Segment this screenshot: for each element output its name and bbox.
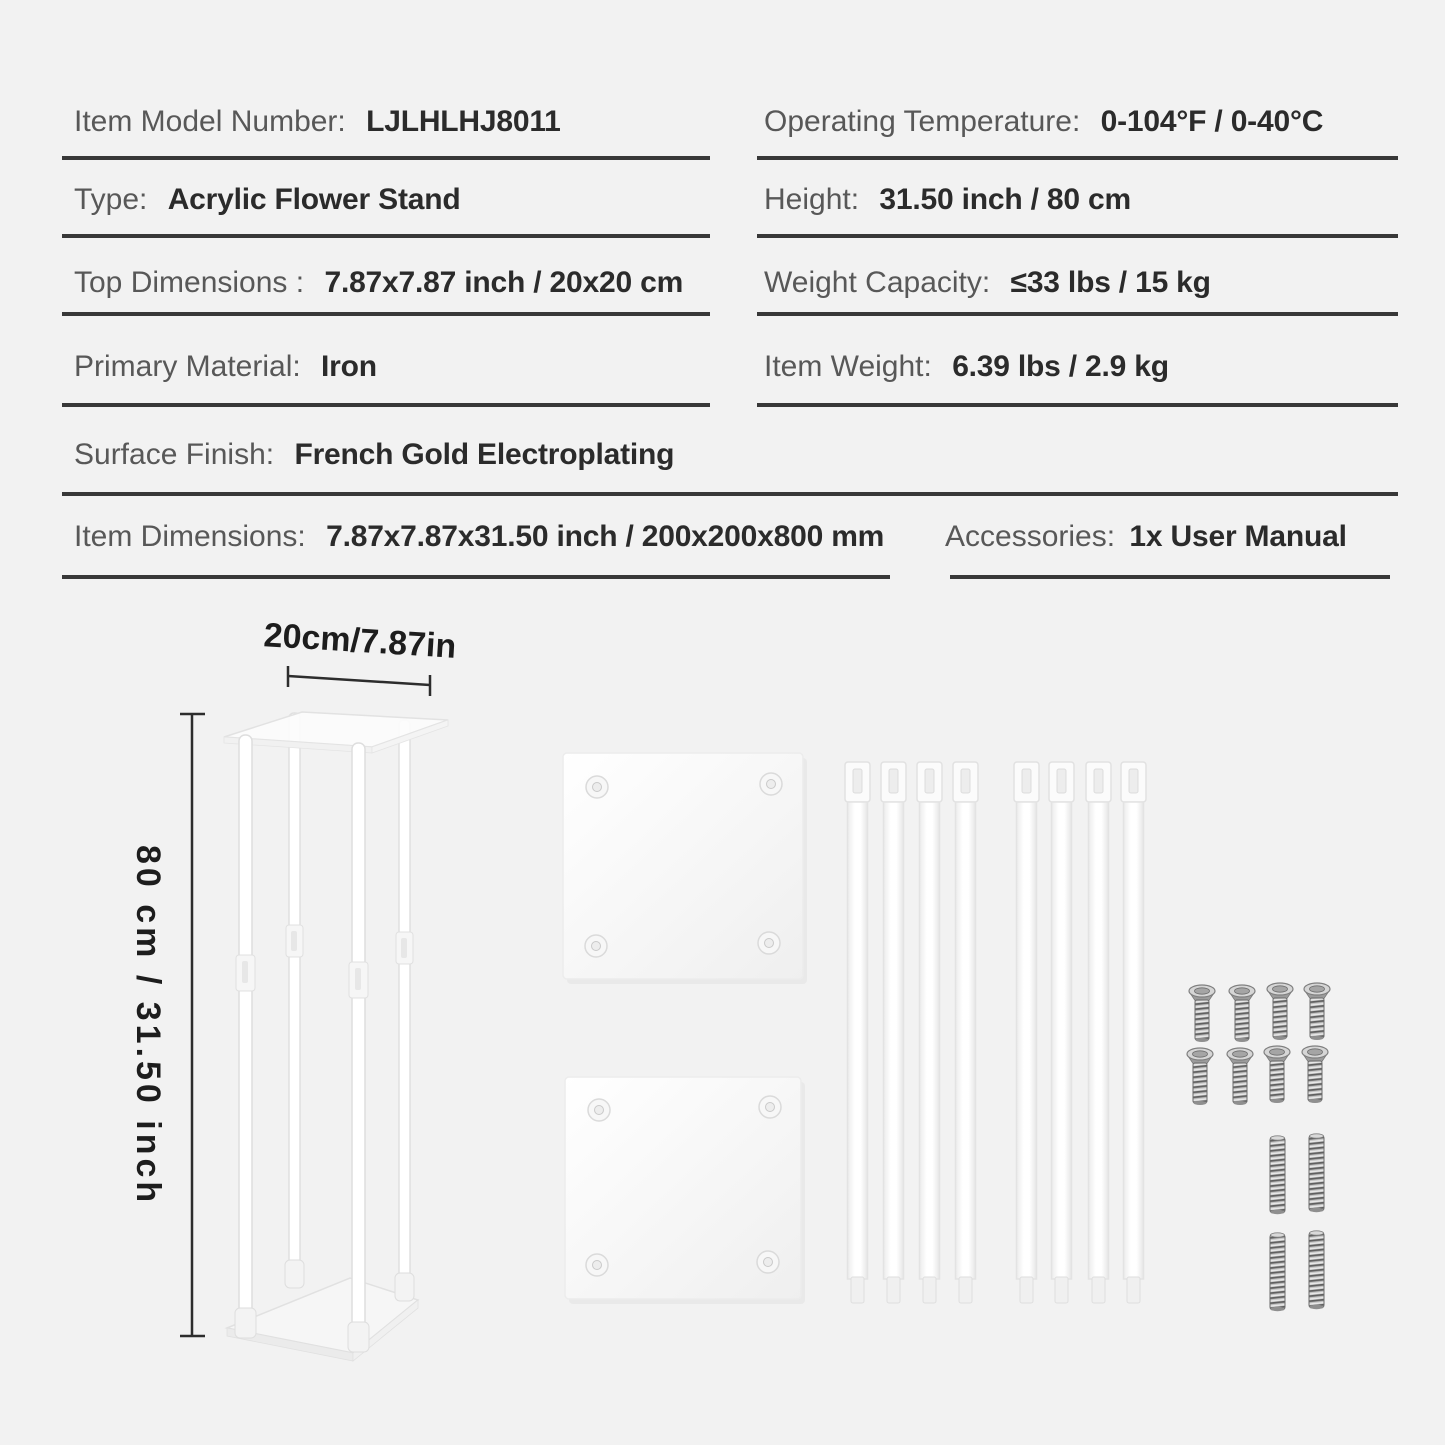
spec-value: French Gold Electroplating — [294, 438, 675, 471]
leg-feet — [235, 1260, 414, 1352]
spec-row-top-dimensions — [74, 261, 683, 305]
divider-line — [62, 234, 710, 238]
tube-group-left — [845, 762, 978, 1303]
divider-line — [950, 575, 1390, 579]
spec-label: Item Weight: — [764, 350, 932, 383]
spec-label: Item Model Number: — [74, 105, 346, 138]
spec-value: Acrylic Flower Stand — [167, 183, 461, 216]
divider-line — [62, 403, 710, 407]
spec-row-weight-capacity — [764, 261, 1211, 305]
spec-label: Primary Material: — [74, 350, 301, 383]
spec-row-model-number — [74, 100, 561, 144]
spec-value: 1x User Manual — [1129, 520, 1347, 553]
screws — [1187, 983, 1330, 1105]
tube-group-right — [1014, 762, 1146, 1303]
divider-line — [757, 156, 1398, 160]
divider-line — [757, 403, 1398, 407]
spec-value: 6.39 lbs / 2.9 kg — [952, 350, 1169, 383]
spec-row-operating-temperature — [764, 100, 1323, 144]
divider-line — [62, 312, 710, 316]
spec-row-accessories — [945, 515, 1347, 559]
screw-hole-icon — [585, 773, 782, 957]
spec-label: Top Dimensions : — [74, 266, 305, 299]
square-panel-bottom — [565, 1077, 805, 1304]
spec-row-primary-material — [74, 345, 377, 389]
square-panel-top — [563, 753, 807, 984]
divider-line — [62, 575, 890, 579]
leg-connectors — [236, 925, 413, 998]
spec-label: Item Dimensions: — [74, 520, 306, 553]
spec-value: 7.87x7.87x31.50 inch / 200x200x800 mm — [326, 520, 885, 553]
screw-hole-icon — [586, 1096, 781, 1276]
spec-label: Operating Temperature: — [764, 105, 1081, 138]
spec-value: LJLHLHJ8011 — [366, 105, 561, 138]
height-dimension-label: 80 cm / 31.50 inch — [129, 845, 167, 1207]
spec-row-surface-finish — [74, 433, 674, 477]
spec-row-type — [74, 178, 460, 222]
spec-label: Surface Finish: — [74, 438, 275, 471]
spec-row-item-weight — [764, 345, 1169, 389]
stand-illustration — [224, 712, 448, 1361]
divider-line — [62, 492, 1398, 496]
stand-base-plate — [227, 1278, 418, 1361]
height-dimension-line — [180, 714, 205, 1336]
divider-line — [757, 234, 1398, 238]
spec-value: 31.50 inch / 80 cm — [879, 183, 1131, 216]
spec-label: Type: — [74, 183, 148, 216]
spec-value: ≤33 lbs / 15 kg — [1010, 266, 1211, 299]
spec-value: 7.87x7.87 inch / 20x20 cm — [324, 266, 684, 299]
spec-value: 0-104°F / 0-40°C — [1100, 105, 1324, 138]
spec-label: Height: — [764, 183, 860, 216]
stand-top-plate — [224, 712, 448, 753]
threaded-rods — [1270, 1134, 1324, 1311]
spec-label: Weight Capacity: — [764, 266, 991, 299]
width-dimension-line — [288, 666, 430, 696]
spec-value: Iron — [321, 350, 377, 383]
divider-line — [757, 312, 1398, 316]
spec-label: Accessories: — [945, 520, 1116, 553]
spec-row-item-dimensions — [74, 515, 884, 559]
width-dimension-label: 20cm/7.87in — [262, 616, 458, 666]
divider-line — [62, 156, 710, 160]
spec-row-height — [764, 178, 1131, 222]
